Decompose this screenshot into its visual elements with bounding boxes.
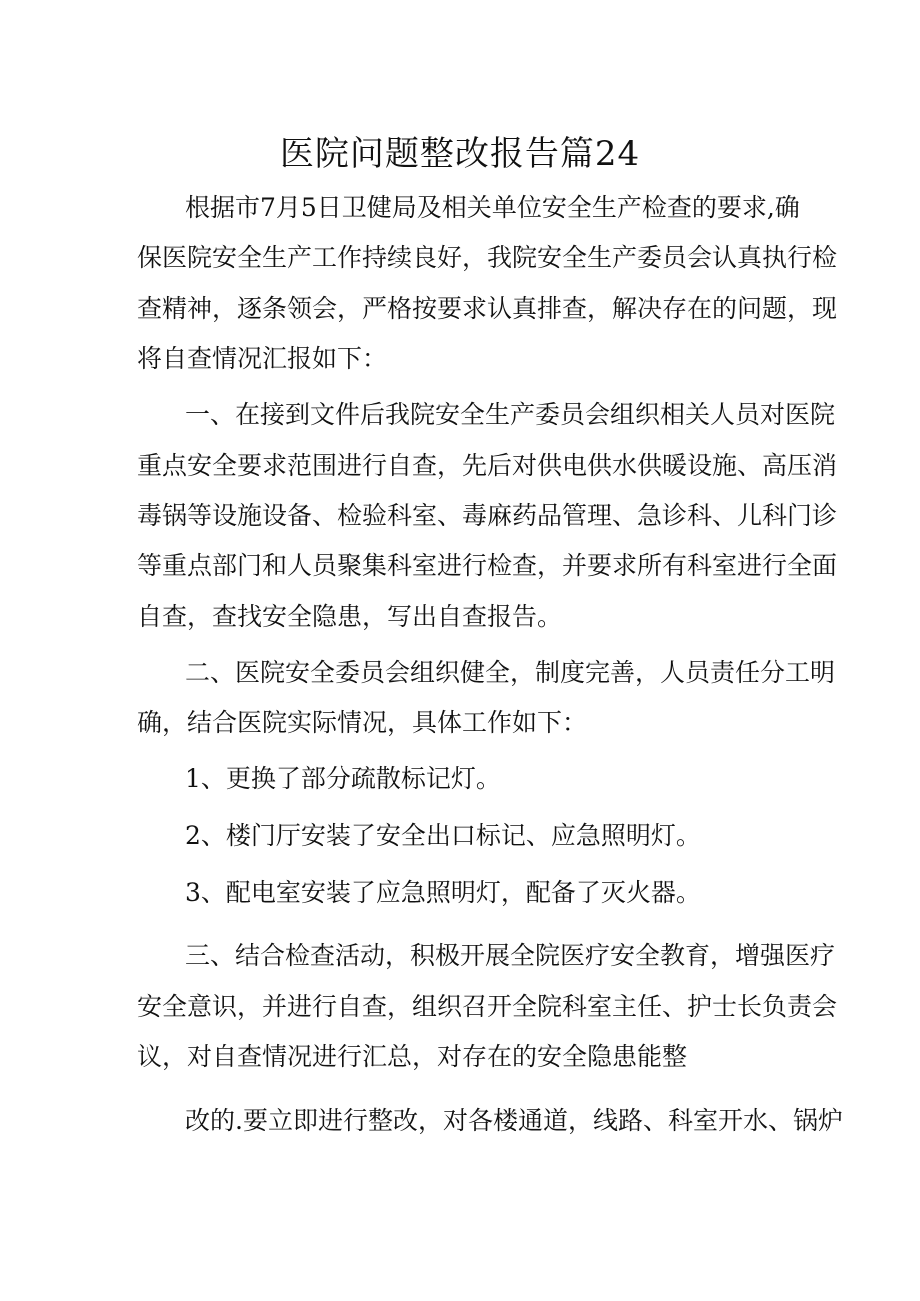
paragraph-line: 改的.要立即进行整改，对各楼通道，线路、科室开水、锅炉 xyxy=(185,1106,843,1135)
list-item: 3、配电室安装了应急照明灯，配备了灭火器。 xyxy=(185,878,701,907)
paragraph-line: 三、结合检查活动，积极开展全院医疗安全教育，增强医疗 xyxy=(185,941,836,970)
paragraph-line: 重点安全要求范围进行自查，先后对供电供水供暖设施、高压消 xyxy=(137,451,838,480)
list-item: 2、楼门厅安装了安全出口标记、应急照明灯。 xyxy=(185,821,701,850)
paragraph-line: 等重点部门和人员聚集科室进行检查，并要求所有科室进行全面 xyxy=(137,551,838,580)
paragraph-line: 安全意识，并进行自查，组织召开全院科室主任、护士长负责会 xyxy=(137,992,838,1021)
paragraph-line: 议，对自查情况进行汇总，对存在的安全隐患能整 xyxy=(137,1042,688,1071)
paragraph-line: 一、在接到文件后我院安全生产委员会组织相关人员对医院 xyxy=(185,400,836,429)
paragraph-line: 毒锅等设施设备、检验科室、毒麻药品管理、急诊科、儿科门诊 xyxy=(137,501,838,530)
paragraph-line: 自查，查找安全隐患，写出自查报告。 xyxy=(137,602,563,631)
paragraph-line: 二、医院安全委员会组织健全，制度完善，人员责任分工明 xyxy=(185,658,836,687)
paragraph-line: 确，结合医院实际情况，具体工作如下： xyxy=(137,708,588,737)
paragraph-line: 根据市7月5日卫健局及相关单位安全生产检查的要求,确 xyxy=(185,193,800,222)
document-title: 医院问题整改报告篇24 xyxy=(279,134,641,174)
paragraph-line: 查精神，逐条领会，严格按要求认真排查，解决存在的问题，现 xyxy=(137,294,838,323)
list-item: 1、更换了部分疏散标记灯。 xyxy=(185,764,501,793)
paragraph-line: 将自查情况汇报如下： xyxy=(137,344,388,373)
paragraph-line: 保医院安全生产工作持续良好，我院安全生产委员会认真执行检 xyxy=(137,243,838,272)
